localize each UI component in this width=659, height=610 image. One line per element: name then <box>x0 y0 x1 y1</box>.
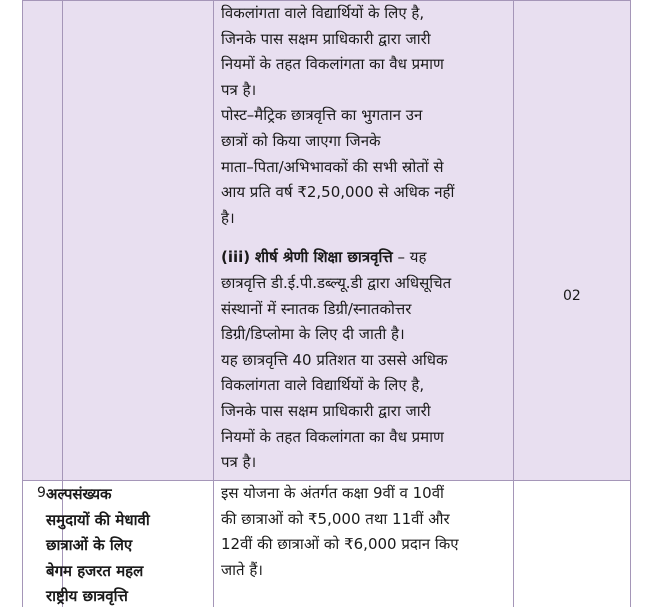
scheme-line: समुदायों की मेधावी <box>46 510 150 529</box>
desc-line: जिनके पास सक्षम प्राधिकारी द्वारा जारी <box>221 29 431 48</box>
scheme-name <box>46 482 186 610</box>
desc-line: छात्रवृत्ति डी.ई.पी.डब्ल्यू.डी द्वारा अधिसूचित <box>221 273 452 292</box>
desc-line: विकलांगता वाले विद्यार्थियों के लिए है, <box>221 376 425 395</box>
desc-line: नियमों के तहत विकलांगता का वैध प्रमाण <box>221 427 444 446</box>
desc-line: की छात्राओं को ₹5,000 तथा 11वीं और <box>221 509 450 528</box>
desc-line: छात्रों को किया जाएगा जिनके <box>221 131 381 150</box>
desc-line: विकलांगता वाले विद्यार्थियों के लिए है, <box>221 4 425 22</box>
desc-line: माता–पिता/अभिभावकों की सभी स्रोतों से <box>221 157 444 176</box>
desc-line: संस्थानों में स्नातक डिग्री/स्नातकोत्तर <box>221 299 412 318</box>
scheme-line: राष्ट्रीय छात्रवृत्ति <box>46 587 128 606</box>
scheme-line: अल्पसंख्यक <box>46 485 112 503</box>
item3-dash: – यह <box>397 248 427 267</box>
scholarship-count: 02 <box>563 288 581 304</box>
desc-line: जिनके पास सक्षम प्राधिकारी द्वारा जारी <box>221 401 431 420</box>
desc-line: 12वीं की छात्राओं को ₹6,000 प्रदान किए <box>221 535 459 554</box>
desc-line: पत्र है। <box>221 80 257 99</box>
desc-line: डिग्री/डिप्लोमा के लिए दी जाती है। <box>221 325 405 344</box>
desc-line: पत्र है। <box>221 453 257 472</box>
item3-title: शीर्ष श्रेणी शिक्षा छात्रवृत्ति <box>254 248 393 267</box>
col-border-scheme <box>213 0 214 607</box>
prev-row-description <box>221 1 506 476</box>
item3-heading <box>221 245 506 271</box>
col-border-left <box>22 0 23 607</box>
desc-line: पोस्ट–मैट्रिक छात्रवृत्ति का भुगतान उन <box>221 106 423 125</box>
desc-line: है। <box>221 208 235 227</box>
row-serial-number: 9 <box>37 485 46 501</box>
item3-prefix: (iii) <box>221 248 251 267</box>
desc-line: नियमों के तहत विकलांगता का वैध प्रमाण <box>221 55 444 74</box>
col-border-right <box>630 0 631 607</box>
col-border-desc <box>513 0 514 607</box>
scheme-line: छात्राओं के लिए <box>46 536 133 555</box>
row9-description <box>221 481 506 583</box>
desc-line: यह छात्रवृत्ति 40 प्रतिशत या उससे अधिक <box>221 350 448 369</box>
desc-line: इस योजना के अंतर्गत कक्षा 9वीं व 10वीं <box>221 484 444 502</box>
scheme-line: बेगम हजरत महल <box>46 561 144 580</box>
desc-line: जाते हैं। <box>221 560 263 579</box>
desc-line: आय प्रति वर्ष ₹2,50,000 से अधिक नहीं <box>221 183 455 202</box>
